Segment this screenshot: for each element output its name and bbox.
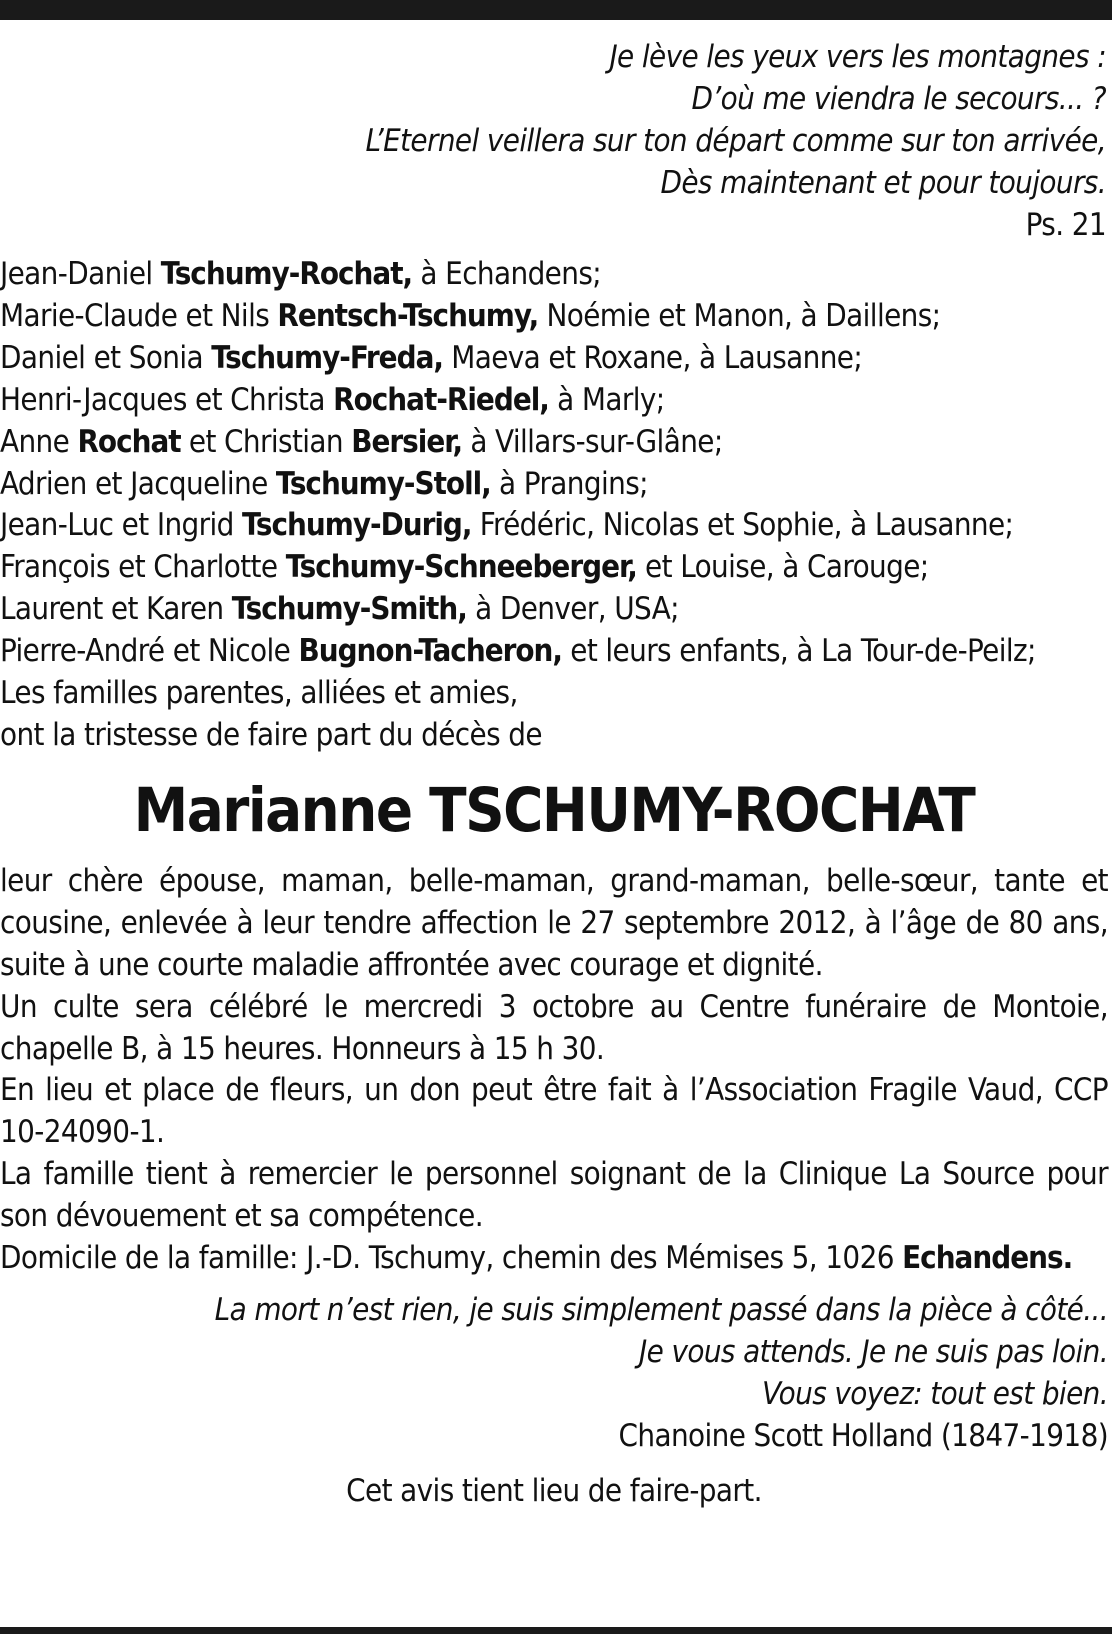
body-paragraph: Domicile de la famille: J.-D. Tschumy, chemin des Mémises 5, 1026 Echandens. [0,1240,1073,1277]
quote-line: Je vous attends. Je ne suis pas loin. [639,1333,1108,1370]
family-line: Marie-Claude et Nils Rentsch-Tschumy, Noémie et Manon, à Daillens; [0,297,941,334]
quote-line: La mort n’est rien, je suis simplement passé dans la pièce à côté... [214,1291,1108,1328]
body-paragraph: leur chère épouse, maman, belle-maman, grand-maman, belle-sœur, tante et cousine, enlevée à leur tendre affection le 27 septembre 2012, à l’âge de 80 ans, suite à une courte maladie affrontée avec courage et dignité. [0,862,1108,983]
opening-verse [0,36,1108,246]
family-line: Henri-Jacques et Christa Rochat-Riedel, à Marly; [0,381,665,418]
verse-line: Dès maintenant et pour toujours. [660,165,1106,201]
family-line: Daniel et Sonia Tschumy-Freda, Maeva et Roxane, à Lausanne; [0,339,863,376]
quote-line: Vous voyez: tout est bien. [762,1375,1108,1412]
family-line: Jean-Daniel Tschumy-Rochat, à Echandens; [0,256,602,292]
verse-line: L’Eternel veillera sur ton départ comme sur ton arrivée, [365,123,1106,159]
body-paragraph: En lieu et place de fleurs, un don peut être fait à l’Association Fragile Vaud, CCP 10-24090-1. [0,1072,1108,1151]
family-line: Laurent et Karen Tschumy-Smith, à Denver, USA; [0,591,679,628]
family-line: Les familles parentes, alliées et amies, [0,675,518,712]
body-paragraph: Un culte sera célébré le mercredi 3 octobre au Centre funéraire de Montoie, chapelle B, à 15 heures. Honneurs à 15 h 30. [0,988,1108,1067]
verse-line: D’où me viendra le secours... ? [691,81,1106,117]
bottom-rule [0,1627,1112,1634]
verse-line: Je lève les yeux vers les montagnes : [609,39,1106,75]
family-line: François et Charlotte Tschumy-Schneeberger, et Louise, à Carouge; [0,549,929,586]
verse-source: Ps. 21 [1025,207,1106,243]
obituary-notice [0,36,1108,1512]
quote-author: Chanoine Scott Holland (1847-1918) [618,1417,1108,1454]
top-rule [0,0,1112,20]
family-line: Pierre-André et Nicole Bugnon-Tacheron, et leurs enfants, à La Tour-de-Peilz; [0,633,1036,670]
family-line: Adrien et Jacqueline Tschumy-Stoll, à Prangins; [0,465,648,502]
notice-footer: Cet avis tient lieu de faire-part. [346,1472,762,1509]
family-line: Anne Rochat et Christian Bersier, à Villars-sur-Glâne; [0,423,723,460]
family-line: Jean-Luc et Ingrid Tschumy-Durig, Frédéric, Nicolas et Sophie, à Lausanne; [0,507,1014,544]
notice-body [0,861,1108,1280]
deceased-name: Marianne TSCHUMY-ROCHAT [133,774,975,846]
closing-quote [0,1290,1108,1458]
body-paragraph: La famille tient à remercier le personnel soignant de la Clinique La Source pour son dévouement et sa compétence. [0,1156,1108,1235]
family-line: ont la tristesse de faire part du décès de [0,716,542,753]
family-list [0,254,1108,757]
